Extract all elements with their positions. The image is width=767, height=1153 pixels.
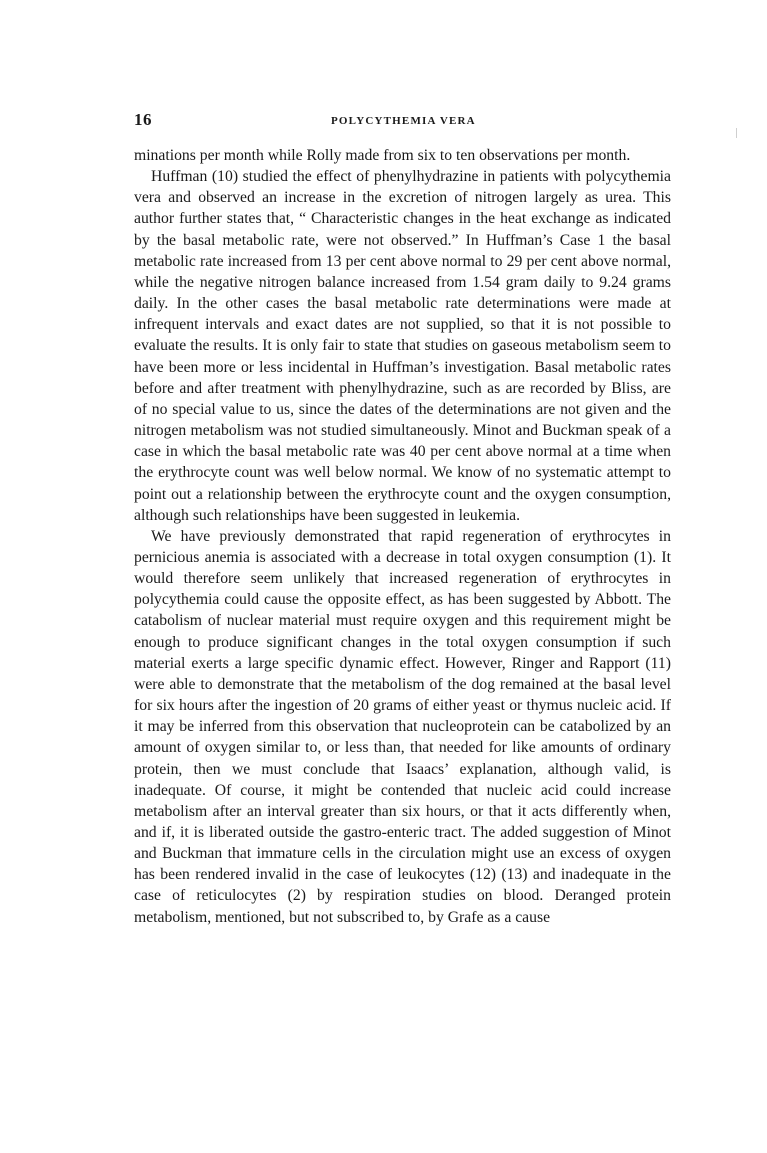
paragraph-regeneration: We have previously demonstrated that rapid regeneration of erythrocytes in pernicious anemia is associated with a decrease in total oxygen consumption (1). It would therefore seem unlikely that increased regeneration of erythrocytes in polycythemia could cause the opposite effect, as has been suggested by Abbott. The catabolism of nuclear material must require oxygen and this requirement might be enough to produce significant changes in the total oxygen consumption if such material exerts a large specific dynamic effect. However, Ringer and Rapport (11) were able to demonstrate that the metabolism of the dog remained at the basal level for six hours after the ingestion of 20 grams of either yeast or thymus nucleic acid. If it may be inferred from this observation that nucleoprotein can be catabolized by an amount of oxygen similar to, or less than, that needed for like amounts of ordinary protein, then we must conclude that Isaacs’ explanation, although valid, is inadequate. Of course, it might be contended that nucleic acid could increase metabolism after an interval greater than six hours, or that it acts differently when, and if, it is liberated outside the gastro-enteric tract. The added suggestion of Minot and Buckman that immature cells in the circulation might use an excess of oxygen has been rendered invalid in the case of leukocytes (12) (13) and inadequate in the case of reticulocytes (2) by respiration studies on blood. Deranged protein metabolism, mentioned, but not subscribed to, by Grafe as a cause [134, 527, 671, 926]
body-text [134, 145, 671, 928]
paragraph-huffman: Huffman (10) studied the effect of phenylhydrazine in patients with polycythemia vera and observed an increase in the excretion of nitrogen largely as urea. This author further states that, “ Characteristic changes in the heat exchange as indicated by the basal metabolic rate, were not observed.” In Huffman’s Case 1 the basal metabolic rate increased from 13 per cent above normal to 29 per cent above normal, while the negative nitrogen balance increased from 1.54 gram daily to 9.24 grams daily. In the other cases the basal metabolic rate determinations were made at infrequent intervals and exact dates are not supplied, so that it is not possible to evaluate the results. It is only fair to state that studies on gaseous metabolism seem to have been more or less incidental in Huffman’s investigation. Basal metabolic rates before and after treatment with phenylhydrazine, such as are recorded by Bliss, are of no special value to us, since the dates of the determinations are not given and the nitrogen metabolism was not studied simultaneously. Minot and Buckman speak of a case in which the basal metabolic rate was 40 per cent above normal at a time when the erythrocyte count was well below normal. We know of no systematic attempt to point out a relationship between the erythrocyte count and the oxygen consumption, although such relationships have been suggested in leukemia. [134, 168, 671, 524]
page-number: 16 [134, 110, 152, 129]
paragraph-continued: minations per month while Rolly made from six to ten observations per month. [134, 147, 631, 164]
running-title: POLYCYTHEMIA VERA [331, 115, 476, 127]
margin-mark [736, 128, 737, 138]
